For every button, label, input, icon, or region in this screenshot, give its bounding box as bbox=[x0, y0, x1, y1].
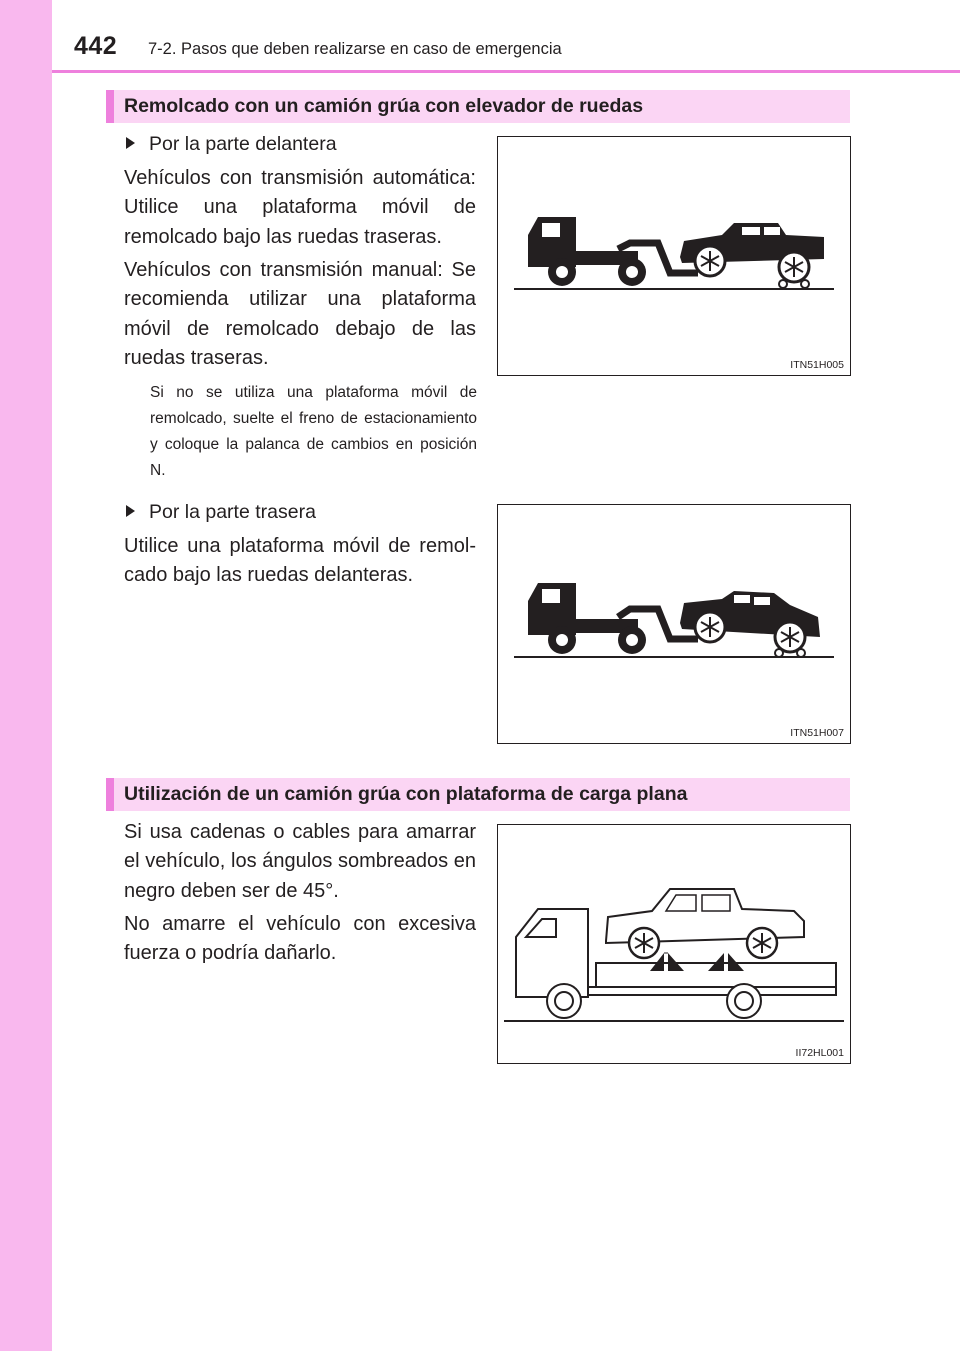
figure-flatbed bbox=[497, 824, 851, 1064]
figure-code: ITN51H005 bbox=[790, 359, 844, 371]
paragraph-chains: Si usa cadenas o cables para amarrar el vehículo, los ángulos sombreados en negro deben ser de 45°. bbox=[124, 821, 476, 902]
note-parking-brake: Si no se utiliza una plataforma móvil de remolcado, suelte el freno de estacionamiento y coloque la palanca de cambios en posición N. bbox=[150, 384, 477, 479]
bullet-rear bbox=[126, 500, 316, 524]
wheel-lift-rear-illustration bbox=[498, 505, 852, 745]
paragraph-rear: Utilice una plataforma móvil de remolcado bajo las ruedas delanteras. bbox=[124, 535, 476, 587]
paragraph-automatic: Vehículos con transmisión automática: Utilice una plataforma móvil de remolcado bajo las ruedas traseras. bbox=[124, 167, 476, 248]
page-number: 442 bbox=[74, 32, 118, 60]
header-rule bbox=[52, 70, 960, 73]
paragraph-manual: Vehículos con transmisión manual: Se recomienda utilizar una plataforma móvil de remolcado debajo de las ruedas traseras. bbox=[124, 259, 476, 369]
section-heading-wheel-lift: Remolcado con un camión grúa con elevador de ruedas bbox=[106, 90, 850, 123]
figure-rear-tow bbox=[497, 504, 851, 744]
bullet-rear-label: Por la parte trasera bbox=[149, 501, 316, 523]
chapter-title: 7-2. Pasos que deben realizarse en caso de emergencia bbox=[148, 40, 562, 58]
bullet-triangle-icon bbox=[126, 137, 135, 149]
section-heading-flatbed: Utilización de un camión grúa con plataforma de carga plana bbox=[106, 778, 850, 811]
paragraph-force: No amarre el vehículo con excesiva fuerza o podría dañarlo. bbox=[124, 913, 476, 965]
figure-code: ITN51H007 bbox=[790, 727, 844, 739]
wheel-lift-front-illustration bbox=[498, 137, 852, 377]
bullet-front bbox=[126, 132, 337, 156]
bullet-front-label: Por la parte delantera bbox=[149, 133, 337, 155]
bullet-triangle-icon bbox=[126, 505, 135, 517]
page-side-band bbox=[0, 0, 52, 1351]
figure-front-tow bbox=[497, 136, 851, 376]
figure-code: II72HL001 bbox=[795, 1047, 844, 1059]
flatbed-illustration bbox=[498, 825, 852, 1065]
